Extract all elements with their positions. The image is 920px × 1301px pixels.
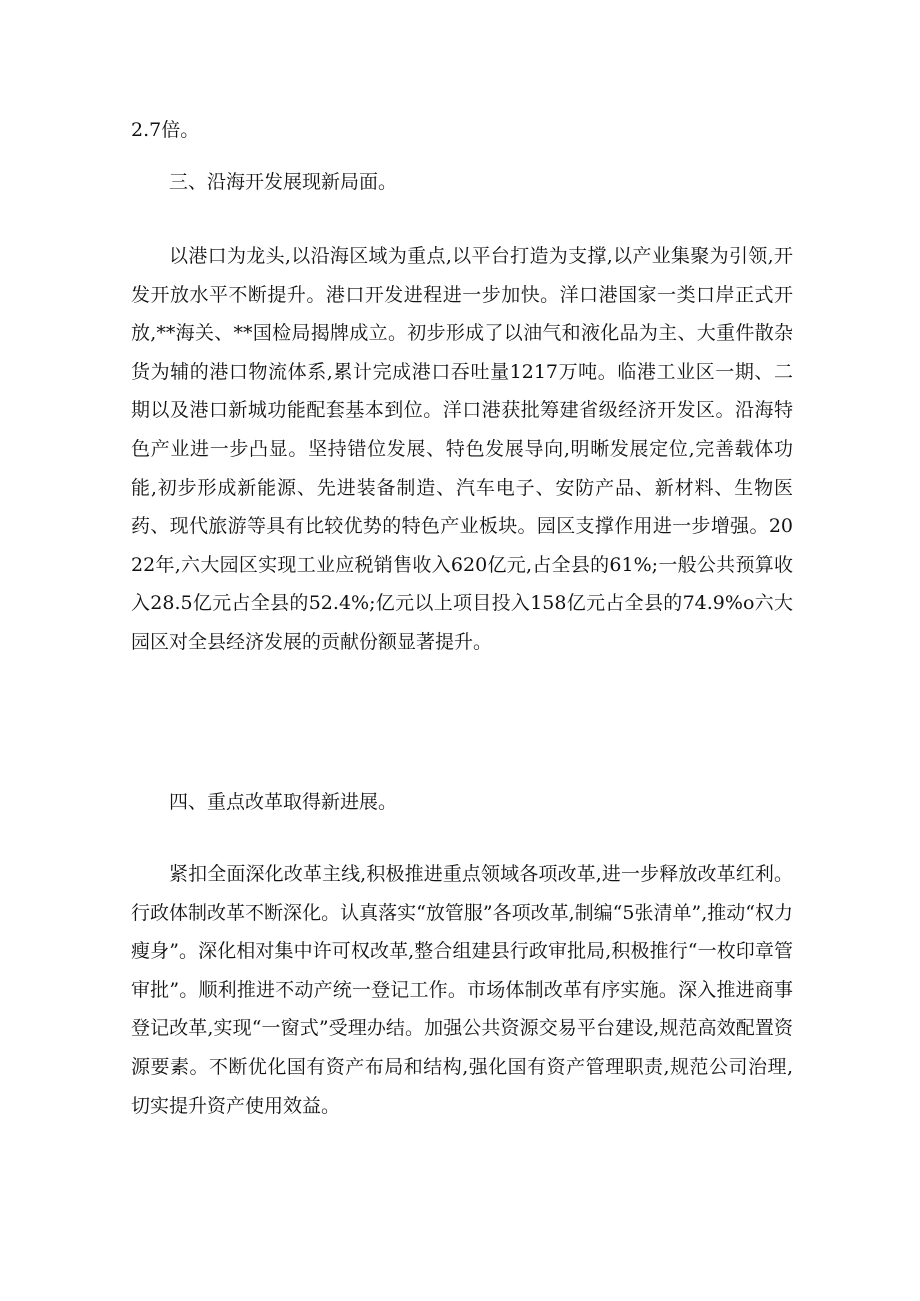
section-paragraph-3: 以港口为龙头,以沿海区域为重点,以平台打造为支撑,以产业集聚为引领,开发开放水平不断提升。港口开发进程进一步加快。洋口港国家一类口岸正式开放,**海关、**国检局揭牌成立。初步形成了以油气和液化品为主、大重件散杂货为辅的港口物流体系,累计完成港口吞吐量1217万吨。临港工业区一期、二期以及港口新城功能配套基本到位。洋口港获批筹建省级经济开发区。沿海特色产业进一步凸显。坚持错位发展、特色发展导向,明晰发展定位,完善载体功能,初步形成新能源、先进装备制造、汽车电子、安防产品、新材料、生物医药、现代旅游等具有比较优势的特色产业板块。园区支撑作用进一步增强。2022年,六大园区实现工业应税销售收入620亿元,占全县的61%;一般公共预算收入28.5亿元占全县的52.4%;亿元以上项目投入158亿元占全县的74.9%o六大园区对全县经济发展的贡献份额显著提升。	[131, 245, 793, 653]
continuation-line: 2.7倍。	[131, 119, 200, 141]
section-heading-4: 四、重点改革取得新进展。	[169, 791, 398, 813]
section-paragraph-4: 紧扣全面深化改革主线,积极推进重点领域各项改革,进一步释放改革红利。行政体制改革不断深化。认真落实“放管服”各项改革,制编“5张清单”,推动“权力瘦身”。深化相对集中许可权改革,整合组建县行政审批局,积极推行“一枚印章管审批”。顺利推进不动产统一登记工作。市场体制改革有序实施。深入推进商事登记改革,实现“一窗式”受理办结。加强公共资源交易平台建设,规范高效配置资源要素。不断优化国有资产布局和结构,强化国有资产管理职责,规范公司治理,切实提升资产使用效益。	[131, 863, 793, 1117]
section-heading-3: 三、沿海开发展现新局面。	[169, 171, 398, 193]
